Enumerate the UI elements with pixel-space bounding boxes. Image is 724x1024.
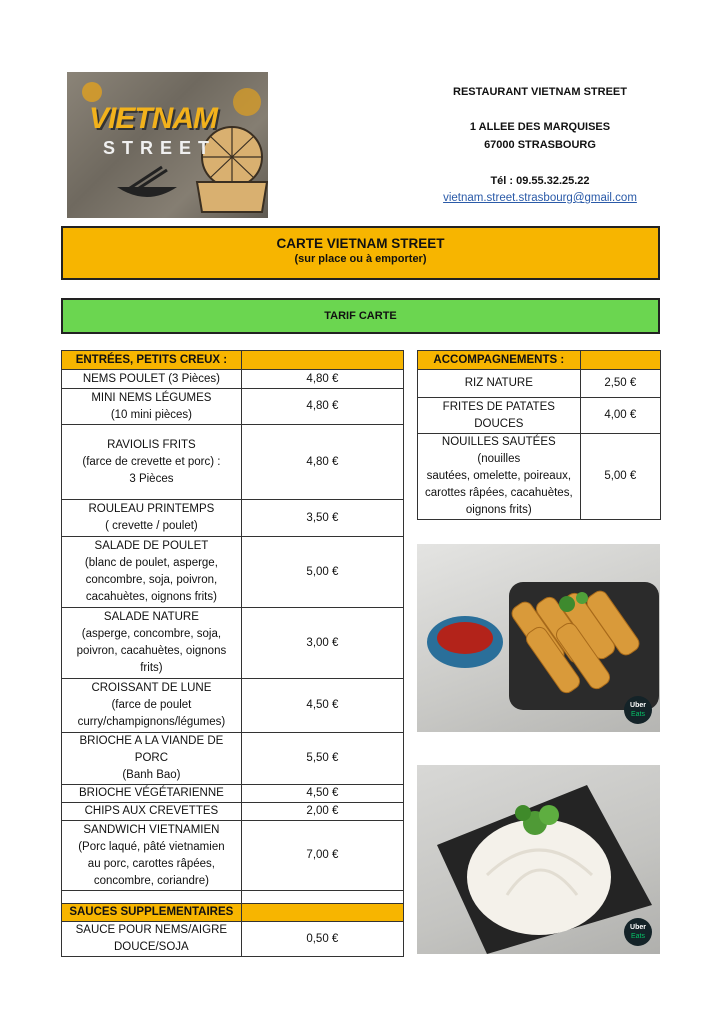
- entree-item-price: 7,00 €: [241, 821, 403, 891]
- entrees-table: [61, 350, 404, 909]
- menu-title: CARTE VIETNAM STREET: [276, 236, 445, 251]
- sauces-header: SAUCES SUPPLEMENTAIRES: [62, 904, 242, 922]
- entree-row: [62, 785, 404, 803]
- entree-row: [62, 803, 404, 821]
- entree-row: [62, 733, 404, 785]
- entree-row: [62, 537, 404, 608]
- entree-item-price: 5,50 €: [241, 733, 403, 785]
- menu-title-banner: [61, 226, 660, 280]
- entree-item-price: 3,00 €: [241, 608, 403, 679]
- sauces-header-price: [241, 904, 403, 922]
- entree-item-name: CROISSANT DE LUNE (farce de poulet curry/champignons/légumes): [62, 679, 242, 733]
- entree-item-name: BRIOCHE A LA VIANDE DE PORC (Banh Bao): [62, 733, 242, 785]
- accompagnement-item-name: NOUILLES SAUTÉES (nouilles sautées, omelette, poireaux, carottes râpées, cacahuètes, oignons frits): [418, 434, 581, 520]
- sauce-item-name: SAUCE POUR NEMS/AIGRE DOUCE/SOJA: [62, 922, 242, 957]
- restaurant-logo: [67, 72, 268, 218]
- entree-row: [62, 608, 404, 679]
- sauces-table: [61, 903, 404, 957]
- entree-item-price: 4,80 €: [241, 425, 403, 500]
- uber-eats-badge: Uber Eats: [624, 696, 652, 724]
- banh-bao-photo: [417, 765, 660, 954]
- entree-item-price: 4,80 €: [241, 389, 403, 425]
- entree-item-name: SALADE NATURE (asperge, concombre, soja, poivron, cacahuètes, oignons frits): [62, 608, 242, 679]
- accompagnements-header: ACCOMPAGNEMENTS :: [418, 351, 581, 370]
- entree-row: [62, 821, 404, 891]
- email-link[interactable]: vietnam.street.strasbourg@gmail.com: [443, 192, 637, 204]
- sauce-row: [62, 922, 404, 957]
- entree-row: [62, 425, 404, 500]
- tarif-banner: TARIF CARTE: [61, 298, 660, 334]
- entrees-header-price: [241, 351, 403, 370]
- address-line-2: 67000 STRASBOURG: [484, 139, 596, 151]
- uber-eats-badge: Uber Eats: [624, 918, 652, 946]
- entree-item-price: 5,00 €: [241, 537, 403, 608]
- accompagnement-row: [418, 398, 661, 434]
- accompagnement-item-price: 5,00 €: [580, 434, 660, 520]
- accompagnement-row: [418, 370, 661, 398]
- entrees-header: ENTRÉES, PETITS CREUX :: [62, 351, 242, 370]
- logo-text-bottom: STREET: [103, 138, 217, 158]
- entree-item-price: 3,50 €: [241, 500, 403, 537]
- accompagnements-table: [417, 350, 661, 520]
- entree-item-name: SANDWICH VIETNAMIEN (Porc laqué, pâté vietnamien au porc, carottes râpées, concombre, coriandre): [62, 821, 242, 891]
- entree-row: [62, 500, 404, 537]
- menu-subtitle: (sur place ou à emporter): [294, 253, 427, 265]
- restaurant-name: RESTAURANT VIETNAM STREET: [453, 86, 627, 98]
- entree-item-price: 4,50 €: [241, 785, 403, 803]
- entree-row: [62, 389, 404, 425]
- address-line-1: 1 ALLEE DES MARQUISES: [469, 121, 611, 133]
- entree-item-name: NEMS POULET (3 Pièces): [62, 370, 242, 389]
- entree-item-price: 4,80 €: [241, 370, 403, 389]
- entree-item-name: ROULEAU PRINTEMPS ( crevette / poulet): [62, 500, 242, 537]
- entree-item-name: BRIOCHE VÉGÉTARIENNE: [62, 785, 242, 803]
- entree-item-name: RAVIOLIS FRITS (farce de crevette et porc) : 3 Pièces: [62, 425, 242, 500]
- entree-item-price: 4,50 €: [241, 679, 403, 733]
- entree-item-price: 2,00 €: [241, 803, 403, 821]
- accompagnement-row: [418, 434, 661, 520]
- accompagnement-item-price: 4,00 €: [580, 398, 660, 434]
- accompagnement-item-name: RIZ NATURE: [418, 370, 581, 398]
- nems-photo: [417, 544, 660, 732]
- entree-row: [62, 679, 404, 733]
- accompagnement-item-name: FRITES DE PATATES DOUCES: [418, 398, 581, 434]
- entree-item-name: MINI NEMS LÉGUMES (10 mini pièces): [62, 389, 242, 425]
- accompagnement-item-price: 2,50 €: [580, 370, 660, 398]
- accompagnements-header-price: [580, 351, 660, 370]
- sauce-item-price: 0,50 €: [241, 922, 403, 957]
- phone-number: Tél : 09.55.32.25.22: [490, 175, 590, 187]
- entree-item-name: SALADE DE POULET (blanc de poulet, asperge, concombre, soja, poivron, cacahuètes, oignons frits): [62, 537, 242, 608]
- entree-item-name: CHIPS AUX CREVETTES: [62, 803, 242, 821]
- logo-text-top: VIETNAM: [89, 102, 217, 135]
- entree-row: [62, 370, 404, 389]
